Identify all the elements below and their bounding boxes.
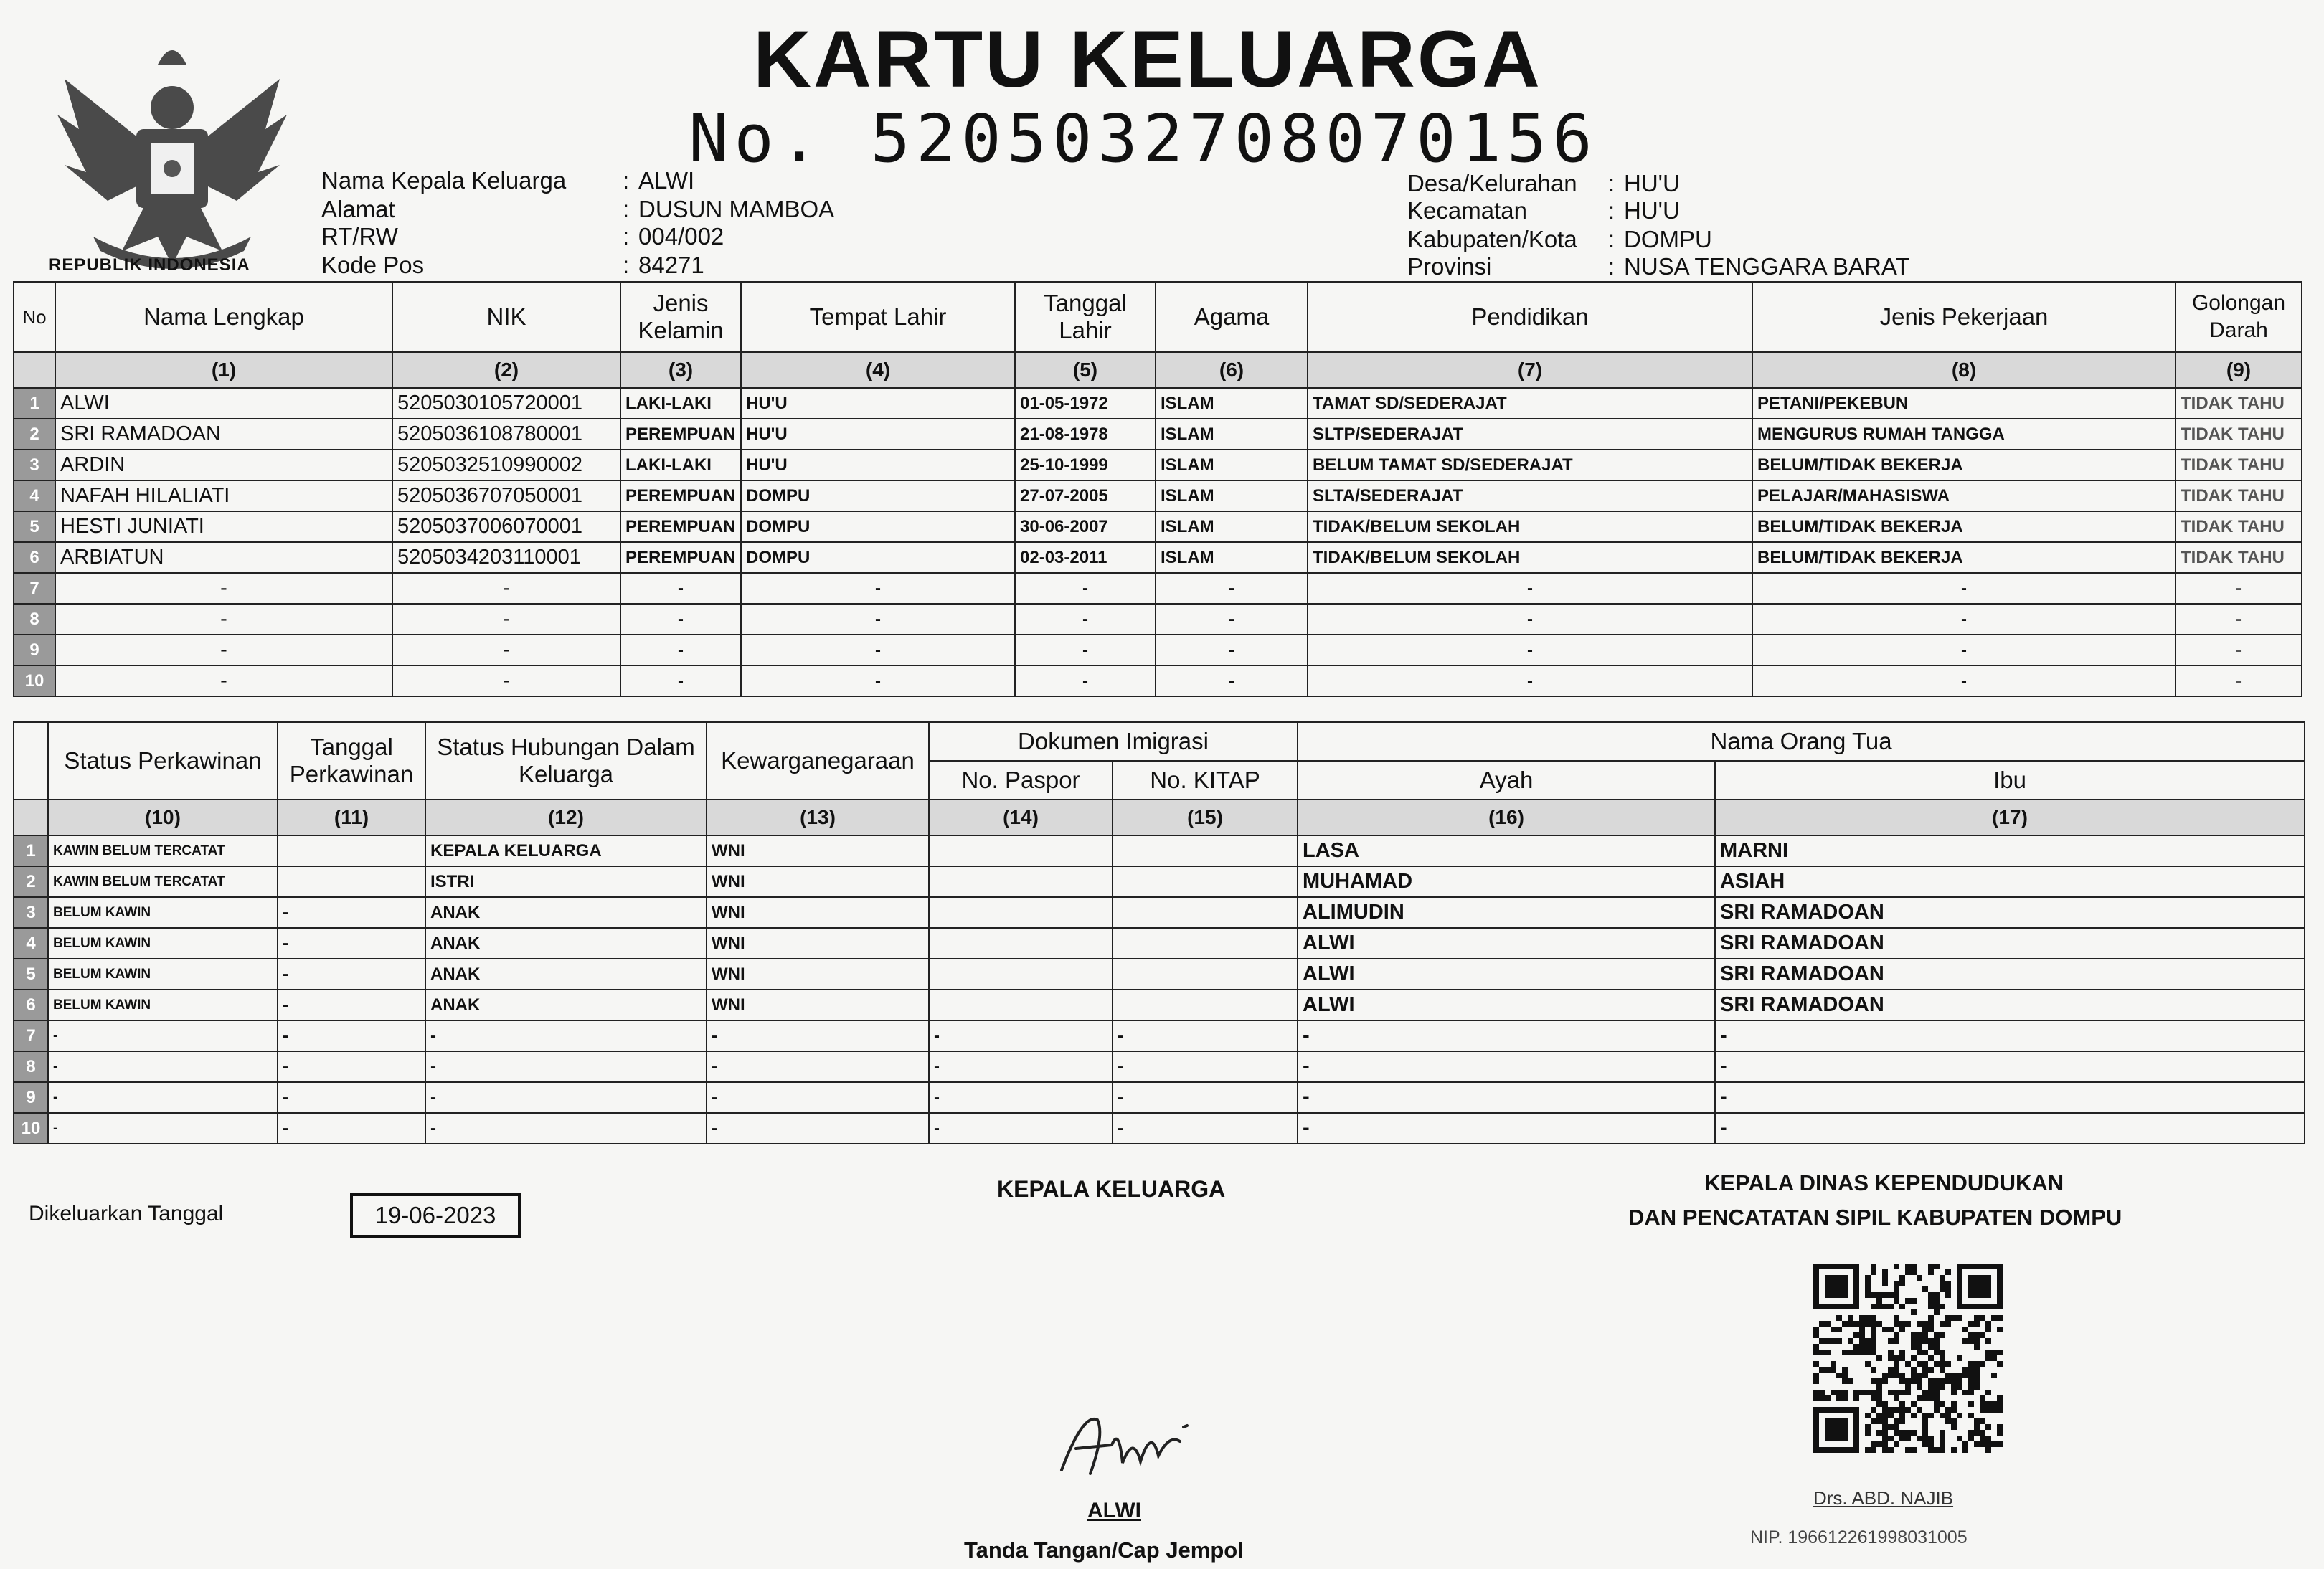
no-paspor-cell: -	[929, 1020, 1113, 1051]
nik-cell: 5205032510990002	[392, 450, 620, 480]
nik-cell: 5205030105720001	[392, 388, 620, 419]
tanggal-perkawinan-cell	[278, 835, 425, 866]
row-no: 9	[14, 635, 55, 665]
nama-cell: -	[55, 573, 392, 604]
issued-date-box: 19-06-2023	[350, 1193, 521, 1238]
official-nip: NIP. 196612261998031005	[1750, 1527, 1968, 1547]
golongan-darah-cell: -	[2176, 573, 2302, 604]
table2-header-row-1	[14, 722, 2305, 761]
tanggal-perkawinan-cell: -	[278, 1082, 425, 1113]
col-header-status-hubungan: Status Hubungan Dalam Keluarga	[425, 722, 707, 800]
header-field-kecamatan: Kecamatan : HU'U	[1407, 197, 1680, 224]
table-row	[14, 480, 2302, 511]
status-hubungan-cell: ANAK	[425, 959, 707, 990]
pekerjaan-cell: -	[1752, 635, 2176, 665]
pendidikan-cell: -	[1308, 573, 1752, 604]
official-name: Drs. ABD. NAJIB	[1813, 1487, 1954, 1509]
pendidikan-cell: TAMAT SD/SEDERAJAT	[1308, 388, 1752, 419]
tanggal-lahir-cell: -	[1015, 665, 1156, 696]
table-row	[14, 604, 2302, 635]
table-row	[14, 450, 2302, 480]
issued-date-label: Dikeluarkan Tanggal	[29, 1202, 224, 1226]
field-label: Kabupaten/Kota	[1407, 226, 1577, 252]
number-cell: (2)	[392, 352, 620, 388]
number-cell: (16)	[1298, 800, 1715, 835]
agama-cell: -	[1156, 635, 1308, 665]
pendidikan-cell: TIDAK/BELUM SEKOLAH	[1308, 511, 1752, 542]
no-paspor-cell	[929, 835, 1113, 866]
status-hubungan-cell: KEPALA KELUARGA	[425, 835, 707, 866]
family-status-table	[13, 721, 2305, 1144]
col-header-jenis-kelamin: Jenis Kelamin	[620, 282, 741, 352]
nama-cell: SRI RAMADOAN	[55, 419, 392, 450]
no-paspor-cell: -	[929, 1082, 1113, 1113]
kewarganegaraan-cell: -	[707, 1082, 929, 1113]
nik-cell: -	[392, 635, 620, 665]
col-header-ibu: Ibu	[1715, 761, 2305, 800]
ayah-cell: -	[1298, 1051, 1715, 1082]
field-value: 84271	[638, 252, 704, 278]
tanggal-perkawinan-cell: -	[278, 1113, 425, 1144]
number-cell: (1)	[55, 352, 392, 388]
qr-code-icon	[1813, 1264, 2003, 1453]
ayah-cell: LASA	[1298, 835, 1715, 866]
no-kitap-cell: -	[1113, 1051, 1298, 1082]
no-kitap-cell	[1113, 959, 1298, 990]
header-field-alamat: Alamat : DUSUN MAMBOA	[321, 196, 835, 222]
table-row	[14, 990, 2305, 1020]
tanggal-lahir-cell: 25-10-1999	[1015, 450, 1156, 480]
tempat-lahir-cell: -	[741, 665, 1015, 696]
pendidikan-cell: SLTP/SEDERAJAT	[1308, 419, 1752, 450]
nama-cell: -	[55, 635, 392, 665]
document-title: KARTU KELUARGA	[753, 14, 1542, 104]
col-header-pekerjaan: Jenis Pekerjaan	[1752, 282, 2176, 352]
tanggal-perkawinan-cell: -	[278, 959, 425, 990]
family-members-table	[13, 281, 2302, 697]
handwritten-signature-icon	[1054, 1406, 1198, 1492]
number-cell: (11)	[278, 800, 425, 835]
row-no: 2	[14, 866, 48, 897]
field-label: Kecamatan	[1407, 197, 1527, 224]
document-number-prefix: No.	[689, 100, 826, 177]
status-hubungan-cell: -	[425, 1082, 707, 1113]
document-number: 5205032708070156	[870, 100, 1598, 177]
col-header-pendidikan: Pendidikan	[1308, 282, 1752, 352]
golongan-darah-cell: -	[2176, 665, 2302, 696]
status-hubungan-cell: -	[425, 1020, 707, 1051]
agama-cell: -	[1156, 604, 1308, 635]
ayah-cell: ALWI	[1298, 990, 1715, 1020]
jenis-kelamin-cell: -	[620, 604, 741, 635]
signer-name: ALWI	[1087, 1499, 1141, 1522]
number-cell: (7)	[1308, 352, 1752, 388]
row-no: 9	[14, 1082, 48, 1113]
nik-cell: -	[392, 573, 620, 604]
no-kitap-cell	[1113, 897, 1298, 928]
col-header-tanggal-lahir: Tanggal Lahir	[1015, 282, 1156, 352]
tempat-lahir-cell: -	[741, 635, 1015, 665]
col-header-agama: Agama	[1156, 282, 1308, 352]
ayah-cell: -	[1298, 1113, 1715, 1144]
no-kitap-cell	[1113, 990, 1298, 1020]
nama-cell: HESTI JUNIATI	[55, 511, 392, 542]
kewarganegaraan-cell: -	[707, 1051, 929, 1082]
nama-cell: NAFAH HILALIATI	[55, 480, 392, 511]
kewarganegaraan-cell: -	[707, 1113, 929, 1144]
col-header-no-paspor: No. Paspor	[929, 761, 1113, 800]
field-value: ALWI	[638, 167, 695, 194]
pendidikan-cell: BELUM TAMAT SD/SEDERAJAT	[1308, 450, 1752, 480]
field-label: Desa/Kelurahan	[1407, 170, 1577, 196]
row-no: 8	[14, 1051, 48, 1082]
table-row	[14, 1113, 2305, 1144]
agama-cell: ISLAM	[1156, 542, 1308, 573]
garuda-emblem-icon	[50, 22, 294, 280]
tempat-lahir-cell: -	[741, 573, 1015, 604]
jenis-kelamin-cell: LAKI-LAKI	[620, 388, 741, 419]
jenis-kelamin-cell: -	[620, 665, 741, 696]
row-no: 7	[14, 1020, 48, 1051]
kewarganegaraan-cell: WNI	[707, 990, 929, 1020]
ibu-cell: MARNI	[1715, 835, 2305, 866]
row-no: 4	[14, 928, 48, 959]
ibu-cell: SRI RAMADOAN	[1715, 928, 2305, 959]
number-cell: (6)	[1156, 352, 1308, 388]
ayah-cell: -	[1298, 1082, 1715, 1113]
pekerjaan-cell: BELUM/TIDAK BEKERJA	[1752, 542, 2176, 573]
no-kitap-cell: -	[1113, 1020, 1298, 1051]
status-hubungan-cell: ANAK	[425, 897, 707, 928]
status-hubungan-cell: ISTRI	[425, 866, 707, 897]
status-hubungan-cell: -	[425, 1051, 707, 1082]
tempat-lahir-cell: DOMPU	[741, 542, 1015, 573]
pekerjaan-cell: BELUM/TIDAK BEKERJA	[1752, 511, 2176, 542]
pekerjaan-cell: PETANI/PEKEBUN	[1752, 388, 2176, 419]
table-row	[14, 1020, 2305, 1051]
tempat-lahir-cell: HU'U	[741, 388, 1015, 419]
table-row	[14, 959, 2305, 990]
golongan-darah-cell: TIDAK TAHU	[2176, 480, 2302, 511]
golongan-darah-cell: TIDAK TAHU	[2176, 388, 2302, 419]
kewarganegaraan-cell: WNI	[707, 897, 929, 928]
nik-cell: 5205037006070001	[392, 511, 620, 542]
no-paspor-cell	[929, 866, 1113, 897]
field-value: DUSUN MAMBOA	[638, 196, 835, 222]
golongan-darah-cell: TIDAK TAHU	[2176, 450, 2302, 480]
row-no: 5	[14, 511, 55, 542]
number-cell: (4)	[741, 352, 1015, 388]
field-value: NUSA TENGGARA BARAT	[1624, 253, 1910, 280]
tanggal-perkawinan-cell: -	[278, 897, 425, 928]
golongan-darah-cell: TIDAK TAHU	[2176, 511, 2302, 542]
ibu-cell: SRI RAMADOAN	[1715, 990, 2305, 1020]
pendidikan-cell: -	[1308, 665, 1752, 696]
no-kitap-cell	[1113, 866, 1298, 897]
tempat-lahir-cell: HU'U	[741, 419, 1015, 450]
field-value: HU'U	[1624, 170, 1680, 196]
tempat-lahir-cell: DOMPU	[741, 480, 1015, 511]
ibu-cell: -	[1715, 1051, 2305, 1082]
tanggal-lahir-cell: 21-08-1978	[1015, 419, 1156, 450]
table-row	[14, 1082, 2305, 1113]
no-kitap-cell: -	[1113, 1113, 1298, 1144]
ibu-cell: -	[1715, 1082, 2305, 1113]
header-field-kode-pos: Kode Pos : 84271	[321, 252, 704, 278]
number-cell: (8)	[1752, 352, 2176, 388]
table-row	[14, 665, 2302, 696]
status-perkawinan-cell: -	[48, 1051, 278, 1082]
pekerjaan-cell: -	[1752, 665, 2176, 696]
row-no: 10	[14, 1113, 48, 1144]
number-cell: (15)	[1113, 800, 1298, 835]
golongan-darah-cell: -	[2176, 635, 2302, 665]
number-cell: (10)	[48, 800, 278, 835]
kewarganegaraan-cell: -	[707, 1020, 929, 1051]
ibu-cell: -	[1715, 1020, 2305, 1051]
agama-cell: -	[1156, 573, 1308, 604]
table-row	[14, 835, 2305, 866]
row-no: 8	[14, 604, 55, 635]
tanggal-lahir-cell: 27-07-2005	[1015, 480, 1156, 511]
field-value: DOMPU	[1624, 226, 1712, 252]
status-perkawinan-cell: -	[48, 1113, 278, 1144]
ibu-cell: -	[1715, 1113, 2305, 1144]
status-perkawinan-cell: BELUM KAWIN	[48, 959, 278, 990]
number-cell-blank	[14, 800, 48, 835]
number-cell: (9)	[2176, 352, 2302, 388]
agama-cell: ISLAM	[1156, 450, 1308, 480]
tanggal-perkawinan-cell: -	[278, 1051, 425, 1082]
number-cell: (14)	[929, 800, 1113, 835]
pekerjaan-cell: -	[1752, 573, 2176, 604]
nik-cell: -	[392, 665, 620, 696]
kewarganegaraan-cell: WNI	[707, 835, 929, 866]
table2-number-row	[14, 800, 2305, 835]
signature-caption: Tanda Tangan/Cap Jempol	[964, 1537, 1244, 1563]
table1-number-row	[14, 352, 2302, 388]
tanggal-lahir-cell: 01-05-1972	[1015, 388, 1156, 419]
row-no: 5	[14, 959, 48, 990]
table-row	[14, 573, 2302, 604]
tanggal-perkawinan-cell	[278, 866, 425, 897]
table-row	[14, 419, 2302, 450]
nama-cell: -	[55, 604, 392, 635]
pekerjaan-cell: PELAJAR/MAHASISWA	[1752, 480, 2176, 511]
col-header-no-kitap: No. KITAP	[1113, 761, 1298, 800]
no-kitap-cell: -	[1113, 1082, 1298, 1113]
document-number-row	[689, 100, 1693, 177]
jenis-kelamin-cell: -	[620, 573, 741, 604]
nama-cell: ARDIN	[55, 450, 392, 480]
col-header-tempat-lahir: Tempat Lahir	[741, 282, 1015, 352]
header-field-kabupaten: Kabupaten/Kota : DOMPU	[1407, 226, 1712, 252]
status-perkawinan-cell: KAWIN BELUM TERCATAT	[48, 866, 278, 897]
tanggal-lahir-cell: 02-03-2011	[1015, 542, 1156, 573]
pekerjaan-cell: BELUM/TIDAK BEKERJA	[1752, 450, 2176, 480]
row-no: 6	[14, 542, 55, 573]
ayah-cell: -	[1298, 1020, 1715, 1051]
ayah-cell: ALIMUDIN	[1298, 897, 1715, 928]
row-no: 3	[14, 897, 48, 928]
table-row	[14, 897, 2305, 928]
nama-cell: -	[55, 665, 392, 696]
ibu-cell: SRI RAMADOAN	[1715, 959, 2305, 990]
col-header-golongan-darah: Golongan Darah	[2176, 282, 2302, 352]
row-no: 3	[14, 450, 55, 480]
col-header-no: No	[14, 282, 55, 352]
golongan-darah-cell: -	[2176, 604, 2302, 635]
table-row	[14, 511, 2302, 542]
row-no: 1	[14, 388, 55, 419]
row-no: 7	[14, 573, 55, 604]
field-label: Nama Kepala Keluarga	[321, 167, 567, 194]
pendidikan-cell: -	[1308, 604, 1752, 635]
number-cell-blank	[14, 352, 55, 388]
number-cell: (12)	[425, 800, 707, 835]
kewarganegaraan-cell: WNI	[707, 959, 929, 990]
dinas-heading-line-2: DAN PENCATATAN SIPIL KABUPATEN DOMPU	[1628, 1205, 2122, 1230]
status-perkawinan-cell: BELUM KAWIN	[48, 928, 278, 959]
ayah-cell: ALWI	[1298, 928, 1715, 959]
no-paspor-cell: -	[929, 1113, 1113, 1144]
status-perkawinan-cell: BELUM KAWIN	[48, 897, 278, 928]
table-row	[14, 1051, 2305, 1082]
no-paspor-cell	[929, 928, 1113, 959]
pekerjaan-cell: -	[1752, 604, 2176, 635]
tanggal-lahir-cell: 30-06-2007	[1015, 511, 1156, 542]
no-paspor-cell	[929, 959, 1113, 990]
col-header-nama-orang-tua: Nama Orang Tua	[1298, 722, 2305, 761]
kepala-keluarga-heading: KEPALA KELUARGA	[997, 1176, 1226, 1202]
no-paspor-cell	[929, 990, 1113, 1020]
golongan-darah-cell: TIDAK TAHU	[2176, 419, 2302, 450]
status-hubungan-cell: -	[425, 1113, 707, 1144]
col-header-dokumen-imigrasi: Dokumen Imigrasi	[929, 722, 1298, 761]
row-no: 10	[14, 665, 55, 696]
jenis-kelamin-cell: LAKI-LAKI	[620, 450, 741, 480]
kewarganegaraan-cell: WNI	[707, 928, 929, 959]
col-header-nama: Nama Lengkap	[55, 282, 392, 352]
nama-cell: ARBIATUN	[55, 542, 392, 573]
number-cell: (5)	[1015, 352, 1156, 388]
status-perkawinan-cell: KAWIN BELUM TERCATAT	[48, 835, 278, 866]
row-no: 6	[14, 990, 48, 1020]
field-value: HU'U	[1624, 197, 1680, 224]
jenis-kelamin-cell: -	[620, 635, 741, 665]
nik-cell: 5205036108780001	[392, 419, 620, 450]
header-field-rtrw: RT/RW : 004/002	[321, 223, 724, 250]
number-cell: (3)	[620, 352, 741, 388]
status-hubungan-cell: ANAK	[425, 928, 707, 959]
table-row	[14, 928, 2305, 959]
ayah-cell: MUHAMAD	[1298, 866, 1715, 897]
col-header-kewarganegaraan: Kewarganegaraan	[707, 722, 929, 800]
status-perkawinan-cell: -	[48, 1020, 278, 1051]
ayah-cell: ALWI	[1298, 959, 1715, 990]
nama-cell: ALWI	[55, 388, 392, 419]
agama-cell: ISLAM	[1156, 419, 1308, 450]
field-label: Alamat	[321, 196, 395, 222]
pendidikan-cell: SLTA/SEDERAJAT	[1308, 480, 1752, 511]
tanggal-lahir-cell: -	[1015, 635, 1156, 665]
table-row	[14, 635, 2302, 665]
no-paspor-cell	[929, 897, 1113, 928]
table-row	[14, 542, 2302, 573]
kewarganegaraan-cell: WNI	[707, 866, 929, 897]
col-header-no-blank	[14, 722, 48, 800]
field-label: Provinsi	[1407, 253, 1492, 280]
no-kitap-cell	[1113, 835, 1298, 866]
row-no: 1	[14, 835, 48, 866]
pendidikan-cell: -	[1308, 635, 1752, 665]
jenis-kelamin-cell: PEREMPUAN	[620, 480, 741, 511]
col-header-nik: NIK	[392, 282, 620, 352]
dinas-heading-line-1: KEPALA DINAS KEPENDUDUKAN	[1704, 1170, 2064, 1195]
golongan-darah-cell: TIDAK TAHU	[2176, 542, 2302, 573]
pendidikan-cell: TIDAK/BELUM SEKOLAH	[1308, 542, 1752, 573]
tanggal-lahir-cell: -	[1015, 604, 1156, 635]
nik-cell: 5205034203110001	[392, 542, 620, 573]
tanggal-perkawinan-cell: -	[278, 1020, 425, 1051]
agama-cell: ISLAM	[1156, 388, 1308, 419]
header-field-desa: Desa/Kelurahan : HU'U	[1407, 170, 1680, 196]
tempat-lahir-cell: HU'U	[741, 450, 1015, 480]
tempat-lahir-cell: DOMPU	[741, 511, 1015, 542]
pekerjaan-cell: MENGURUS RUMAH TANGGA	[1752, 419, 2176, 450]
field-value: 004/002	[638, 223, 724, 250]
table1-header-row	[14, 282, 2302, 352]
jenis-kelamin-cell: PEREMPUAN	[620, 542, 741, 573]
agama-cell: ISLAM	[1156, 511, 1308, 542]
row-no: 4	[14, 480, 55, 511]
table-row	[14, 866, 2305, 897]
field-label: Kode Pos	[321, 252, 425, 278]
ibu-cell: SRI RAMADOAN	[1715, 897, 2305, 928]
agama-cell: ISLAM	[1156, 480, 1308, 511]
jenis-kelamin-cell: PEREMPUAN	[620, 511, 741, 542]
no-paspor-cell: -	[929, 1051, 1113, 1082]
table-row	[14, 388, 2302, 419]
nik-cell: -	[392, 604, 620, 635]
tanggal-perkawinan-cell: -	[278, 928, 425, 959]
tanggal-lahir-cell: -	[1015, 573, 1156, 604]
jenis-kelamin-cell: PEREMPUAN	[620, 419, 741, 450]
tempat-lahir-cell: -	[741, 604, 1015, 635]
tanggal-perkawinan-cell: -	[278, 990, 425, 1020]
nik-cell: 5205036707050001	[392, 480, 620, 511]
header-field-nama-kepala: Nama Kepala Keluarga : ALWI	[321, 167, 695, 194]
status-hubungan-cell: ANAK	[425, 990, 707, 1020]
number-cell: (13)	[707, 800, 929, 835]
no-kitap-cell	[1113, 928, 1298, 959]
col-header-status-perkawinan: Status Perkawinan	[48, 722, 278, 800]
status-perkawinan-cell: BELUM KAWIN	[48, 990, 278, 1020]
agama-cell: -	[1156, 665, 1308, 696]
col-header-tanggal-perkawinan: Tanggal Perkawinan	[278, 722, 425, 800]
status-perkawinan-cell: -	[48, 1082, 278, 1113]
emblem-caption: REPUBLIK INDONESIA	[49, 255, 250, 275]
row-no: 2	[14, 419, 55, 450]
col-header-ayah: Ayah	[1298, 761, 1715, 800]
field-label: RT/RW	[321, 223, 398, 250]
ibu-cell: ASIAH	[1715, 866, 2305, 897]
number-cell: (17)	[1715, 800, 2305, 835]
header-field-provinsi: Provinsi : NUSA TENGGARA BARAT	[1407, 253, 1910, 280]
